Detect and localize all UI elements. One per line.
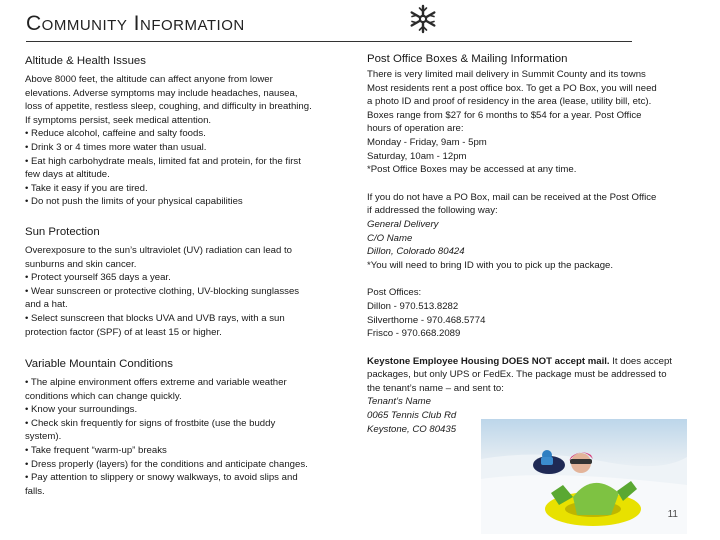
page-title: Community Information bbox=[26, 12, 245, 35]
bullet-line: • Take it easy if you are tired. bbox=[25, 182, 148, 194]
text-line: hours of operation are: bbox=[367, 123, 464, 135]
bullet-line: • Take frequent “warm-up” breaks bbox=[25, 445, 167, 457]
text-line: conditions which can change quickly. bbox=[25, 390, 182, 402]
weather-heading: Variable Mountain Conditions bbox=[25, 358, 173, 371]
keystone-first-line bbox=[367, 355, 705, 369]
address-line: 0065 Tennis Club Rd bbox=[367, 410, 457, 422]
hours-weekday: Monday - Friday, 9am - 5pm bbox=[367, 136, 487, 148]
bullet-line: • Drink 3 or 4 times more water than usual. bbox=[25, 141, 207, 153]
general-delivery-section bbox=[367, 191, 705, 273]
bullet-line: • Reduce alcohol, caffeine and salty foods. bbox=[25, 128, 206, 140]
address-line: Tenant’s Name bbox=[367, 396, 431, 408]
bullet-line: • Wear sunscreen or protective clothing, UV-blocking sunglasses bbox=[25, 285, 300, 297]
text-line: the tenant’s name – and sent to: bbox=[367, 382, 504, 394]
snow-tubing-photo bbox=[481, 419, 687, 534]
sun-section bbox=[25, 225, 360, 339]
address-line: Keystone, CO 80435 bbox=[367, 423, 457, 435]
po-heading: Post Office Boxes & Mailing Information bbox=[367, 53, 568, 65]
altitude-heading: Altitude & Health Issues bbox=[25, 55, 146, 67]
post-offices-list bbox=[367, 286, 705, 340]
office-silverthorne: Silverthorne - 970.468.5774 bbox=[367, 314, 486, 326]
office-dillon: Dillon - 970.513.8282 bbox=[367, 300, 459, 312]
po-text bbox=[367, 68, 705, 177]
left-column bbox=[25, 54, 360, 510]
bullet-line: • Protect yourself 365 days a year. bbox=[25, 272, 171, 284]
bullet-line: • Do not push the limits of your physical capabilities bbox=[25, 196, 243, 208]
office-frisco: Frisco - 970.668.2089 bbox=[367, 328, 461, 340]
page-number: 11 bbox=[667, 509, 678, 520]
text-line: It does accept bbox=[609, 355, 672, 367]
altitude-text bbox=[25, 73, 360, 209]
title-underline bbox=[26, 41, 632, 42]
text-line: protection factor (SPF) of at least 15 or higher. bbox=[25, 326, 222, 338]
post-offices-label: Post Offices: bbox=[367, 287, 422, 299]
text-line: Boxes range from $27 for 6 months to $54 for a year. Post Office bbox=[367, 109, 642, 121]
text-line: sunburns and skin cancer. bbox=[25, 258, 137, 270]
text-line: if addressed the following way: bbox=[367, 205, 498, 217]
text-line: Most residents rent a post office box. To get a PO Box, you will need bbox=[367, 82, 657, 94]
snowflake-logo-icon bbox=[408, 4, 438, 34]
weather-text bbox=[25, 376, 360, 498]
text-line: elevations. Adverse symptoms may include headaches, nausea, bbox=[25, 87, 298, 99]
general-delivery-text bbox=[367, 191, 705, 273]
address-line: General Delivery bbox=[367, 218, 439, 230]
bullet-line: • Dress properly (layers) for the conditions and anticipate changes. bbox=[25, 458, 308, 470]
text-line: few days at altitude. bbox=[25, 169, 110, 181]
text-line: Overexposure to the sun’s ultraviolet (UV) radiation can lead to bbox=[25, 244, 292, 256]
post-offices-section bbox=[367, 286, 705, 340]
bullet-line: • The alpine environment offers extreme and variable weather bbox=[25, 377, 287, 389]
bullet-line: • Select sunscreen that blocks UVA and UVB rays, with a sun bbox=[25, 312, 285, 324]
text-line: If you do not have a PO Box, mail can be received at the Post Office bbox=[367, 191, 657, 203]
right-column bbox=[367, 52, 705, 448]
bullet-line: • Check skin frequently for signs of frostbite (use the buddy bbox=[25, 417, 276, 429]
bullet-line: • Eat high carbohydrate meals, limited fat and protein, for the first bbox=[25, 155, 301, 167]
text-line: packages, but only UPS or FedEx. The package must be addressed to bbox=[367, 369, 667, 381]
address-line: C/O Name bbox=[367, 232, 413, 244]
po-section bbox=[367, 52, 705, 177]
text-line: loss of appetite, restless sleep, coughing, and difficulty in breathing. bbox=[25, 101, 312, 113]
text-line: If symptoms persist, seek medical attention. bbox=[25, 114, 212, 126]
text-line: system). bbox=[25, 431, 62, 443]
address-line: Dillon, Colorado 80424 bbox=[367, 246, 465, 258]
text-line: Above 8000 feet, the altitude can affect anyone from lower bbox=[25, 74, 273, 85]
sun-heading: Sun Protection bbox=[25, 225, 100, 238]
snow-tubing-illustration bbox=[481, 419, 687, 534]
text-line: and a hat. bbox=[25, 299, 68, 311]
keystone-warning: Keystone Employee Housing DOES NOT accept mail. bbox=[367, 355, 610, 367]
altitude-section bbox=[25, 54, 360, 209]
bullet-line: • Know your surroundings. bbox=[25, 404, 138, 416]
text-line: a photo ID and proof of residency in the area (lease, utility bill, etc). bbox=[367, 96, 652, 108]
bullet-line: • Pay attention to slippery or snowy walkways, to avoid slips and bbox=[25, 472, 298, 484]
text-line: *Post Office Boxes may be accessed at any time. bbox=[367, 164, 577, 176]
text-line: There is very limited mail delivery in Summit County and its towns bbox=[367, 69, 646, 80]
text-line: *You will need to bring ID with you to pick up the package. bbox=[367, 259, 614, 271]
text-line: falls. bbox=[25, 485, 45, 497]
hours-saturday: Saturday, 10am - 12pm bbox=[367, 150, 467, 162]
sun-text bbox=[25, 244, 360, 339]
weather-section bbox=[25, 357, 360, 498]
